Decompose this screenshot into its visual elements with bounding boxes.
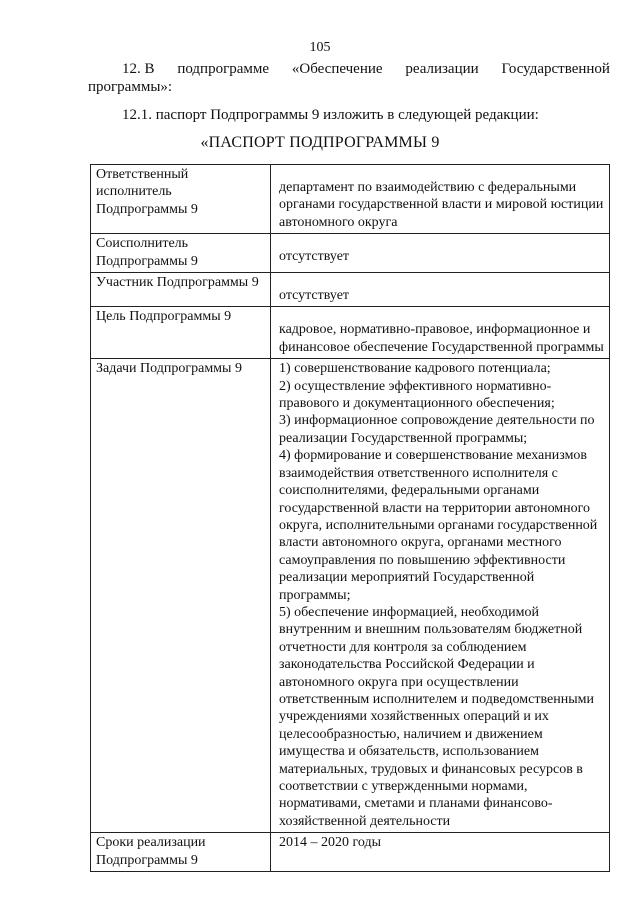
row-label-co-executor: Соисполнитель Подпрограммы 9 <box>91 234 271 273</box>
task-item: 2) осуществление эффективного нормативно-правового и документационного обеспечения; <box>279 378 555 412</box>
task-item: 1) совершенствование кадрового потенциала; <box>279 361 551 377</box>
table-row <box>91 234 610 273</box>
row-value-tasks <box>271 359 610 833</box>
row-value-terms: 2014 – 2020 годы <box>271 833 610 872</box>
row-label-tasks: Задачи Подпрограммы 9 <box>91 359 271 833</box>
document-title: «ПАСПОРТ ПОДПРОГРАММЫ 9 <box>200 134 440 151</box>
row-value-co-executor: отсутствует <box>271 234 610 273</box>
intro-paragraph <box>88 60 610 96</box>
intro-word: Государственной <box>501 61 610 77</box>
table-row <box>91 165 610 234</box>
intro-line-2: программы»: <box>88 79 173 95</box>
intro-word: 12. В <box>122 61 155 77</box>
task-item: 3) информационное сопровождение деятельности по реализации Государственной программы; <box>279 413 595 446</box>
intro-word: подпрограмме <box>177 61 270 77</box>
row-label-goal: Цель Подпрограммы 9 <box>91 307 271 359</box>
row-label-responsible: Ответственный исполнитель Подпрограммы 9 <box>91 165 271 234</box>
table-row <box>91 273 610 307</box>
page-number: 105 <box>309 40 331 55</box>
row-label-terms: Сроки реализации Подпрограммы 9 <box>91 833 271 872</box>
intro-line-1 <box>88 60 610 78</box>
intro-word: «Обеспечение <box>291 61 383 77</box>
row-value-participant: отсутствует <box>271 273 610 307</box>
passport-table <box>90 164 610 872</box>
intro-line-3: 12.1. паспорт Подпрограммы 9 изложить в следующей редакции: <box>122 107 539 123</box>
task-item: 5) обеспечение информацией, необходимой внутренним и внешним пользователям бюджетной отчетности для контроля за соблюдением законодательства Российской Федерации и автономного округа при осуществлении ответственным исполнителем и подведомственными учреждениями хозяйственных операций и их целесообразностью, наличием и движением имущества и обязательств, использованием материальных, трудовых и финансовых ресурсов в соответствии с утвержденными нормами, нормативами, сметами и планами финансово-хозяйственной деятельности <box>279 604 594 829</box>
task-item: 4) формирование и совершенствование механизмов взаимодействия ответственного исполнителя с соисполнителями, федеральными органами государственной власти на территории автономного округа, исполнительными органами государственной власти автономного округа, органами местного самоуправления по повышению эффективности реализации мероприятий Государственной программы; <box>279 448 598 603</box>
row-value-goal: кадровое, нормативно-правовое, информационное и финансовое обеспечение Государственной программы <box>271 307 610 359</box>
table-row <box>91 833 610 872</box>
row-label-participant: Участник Подпрограммы 9 <box>91 273 271 307</box>
intro-word: реализации <box>405 61 479 77</box>
row-value-responsible: департамент по взаимодействию с федеральными органами государственной власти и мировой юстиции автономного округа <box>271 165 610 234</box>
table-row <box>91 359 610 833</box>
table-row <box>91 307 610 359</box>
